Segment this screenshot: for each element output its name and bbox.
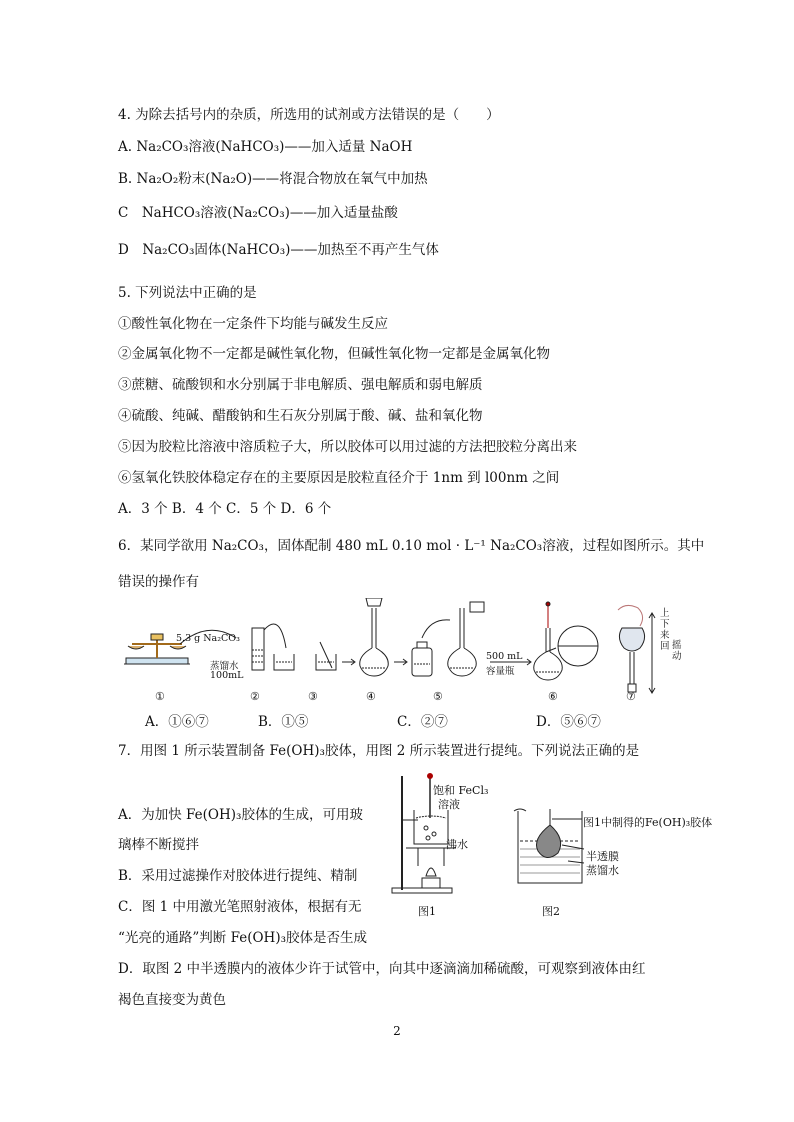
- q6-option-c: C．②⑦: [397, 714, 448, 730]
- q4-stem: 4. 为除去括号内的杂质，所选用的试剂或方法错误的是（ ）: [118, 107, 500, 123]
- q6-procedure-figure: [118, 598, 678, 710]
- q6-option-d: D．⑤⑥⑦: [536, 714, 601, 730]
- q7-option-d-line2: 褐色直接变为黄色: [118, 992, 226, 1008]
- q6-volume-label: 100mL: [210, 670, 244, 681]
- page-number: 2: [393, 1024, 401, 1038]
- q6-option-b: B．①⑤: [258, 714, 309, 730]
- q7-fig1-reagent-1: 饱和 FeCl₃: [433, 784, 489, 797]
- q7-option-a-line1: A．为加快 Fe(OH)₃胶体的生成，可用玻: [118, 807, 363, 823]
- q6-stem-line2: 错误的操作有: [118, 574, 199, 590]
- q7-option-c-line1: C．图 1 中用激光笔照射液体，根据有无: [118, 899, 362, 915]
- q6-stem-line1: 6．某同学欲用 Na₂CO₃，固体配制 480 mL 0.10 mol · L⁻¹ Na₂CO₃溶液，过程如图所示。其中: [118, 538, 705, 554]
- q6-option-a: A．①⑥⑦: [145, 714, 209, 730]
- q7-fig1-caption: 图1: [418, 905, 436, 918]
- q6-step-7: ⑦: [626, 690, 636, 703]
- q7-figure-2: [512, 805, 592, 887]
- q6-flask-name-label: 容量瓶: [486, 666, 515, 677]
- q6-step-2: ②: [250, 690, 260, 703]
- q6-step-1: ①: [155, 690, 165, 703]
- q5-stem: 5. 下列说法中正确的是: [118, 285, 257, 301]
- q7-fig2-caption: 图2: [542, 905, 560, 918]
- q6-shake-label-2: 摇动: [672, 640, 682, 662]
- q6-water-label: 蒸馏水: [210, 661, 239, 672]
- q7-option-d-line1: D．取图 2 中半透膜内的液体少许于试管中，向其中逐滴滴加稀硫酸，可观察到液体由红: [118, 961, 646, 977]
- q7-fig1-water: 沸水: [446, 838, 468, 851]
- q5-item-3: ③蔗糖、硫酸钡和水分别属于非电解质、强电解质和弱电解质: [118, 377, 483, 393]
- q6-step-5: ⑤: [433, 690, 443, 703]
- q7-stem: 7．用图 1 所示装置制备 Fe(OH)₃胶体，用图 2 所示装置进行提纯。下列说法正确的是: [118, 743, 640, 759]
- q7-fig2-water-label: 蒸馏水: [586, 864, 619, 877]
- q7-fig1-reagent-2: 溶液: [438, 798, 460, 811]
- q5-item-6: ⑥氢氧化铁胶体稳定存在的主要原因是胶粒直径介于 1nm 到 l00nm 之间: [118, 470, 560, 486]
- q7-option-c-line2: “光亮的通路”判断 Fe(OH)₃胶体是否生成: [118, 930, 367, 946]
- q6-mass-label: 5.3 g Na₂CO₃: [176, 633, 240, 644]
- q6-step-3: ③: [308, 690, 318, 703]
- q5-item-5: ⑤因为胶粒比溶液中溶质粒子大，所以胶体可以用过滤的方法把胶粒分离出来: [118, 439, 577, 455]
- q7-fig2-membrane-label: 半透膜: [586, 850, 619, 863]
- q5-item-1: ①酸性氧化物在一定条件下均能与碱发生反应: [118, 316, 388, 332]
- q4-option-a: A. Na₂CO₃溶液(NaHCO₃)——加入适量 NaOH: [118, 139, 413, 155]
- q7-fig2-colloid-label: 图1中制得的Fe(OH)₃胶体: [583, 816, 713, 829]
- q5-item-2: ②金属氧化物不一定都是碱性氧化物，但碱性氧化物一定都是金属氧化物: [118, 346, 550, 362]
- q7-option-b: B．采用过滤操作对胶体进行提纯、精制: [118, 868, 358, 884]
- q6-flask-volume-label: 500 mL: [486, 651, 523, 662]
- q4-option-d: D Na₂CO₃固体(NaHCO₃)——加热至不再产生气体: [118, 242, 439, 258]
- q5-options: A．3 个 B．4 个 C．5 个 D．6 个: [118, 501, 332, 517]
- q5-item-4: ④硫酸、纯碱、醋酸钠和生石灰分别属于酸、碱、盐和氧化物: [118, 408, 483, 424]
- q6-step-6: ⑥: [548, 690, 558, 703]
- q7-option-a-line2: 璃棒不断搅拌: [118, 837, 199, 853]
- q4-option-b: B. Na₂O₂粉末(Na₂O)——将混合物放在氧气中加热: [118, 171, 428, 187]
- q4-option-c: C NaHCO₃溶液(Na₂CO₃)——加入适量盐酸: [118, 205, 398, 221]
- q6-step-4: ④: [366, 690, 376, 703]
- q6-shake-label-1: 上下来回: [660, 608, 670, 652]
